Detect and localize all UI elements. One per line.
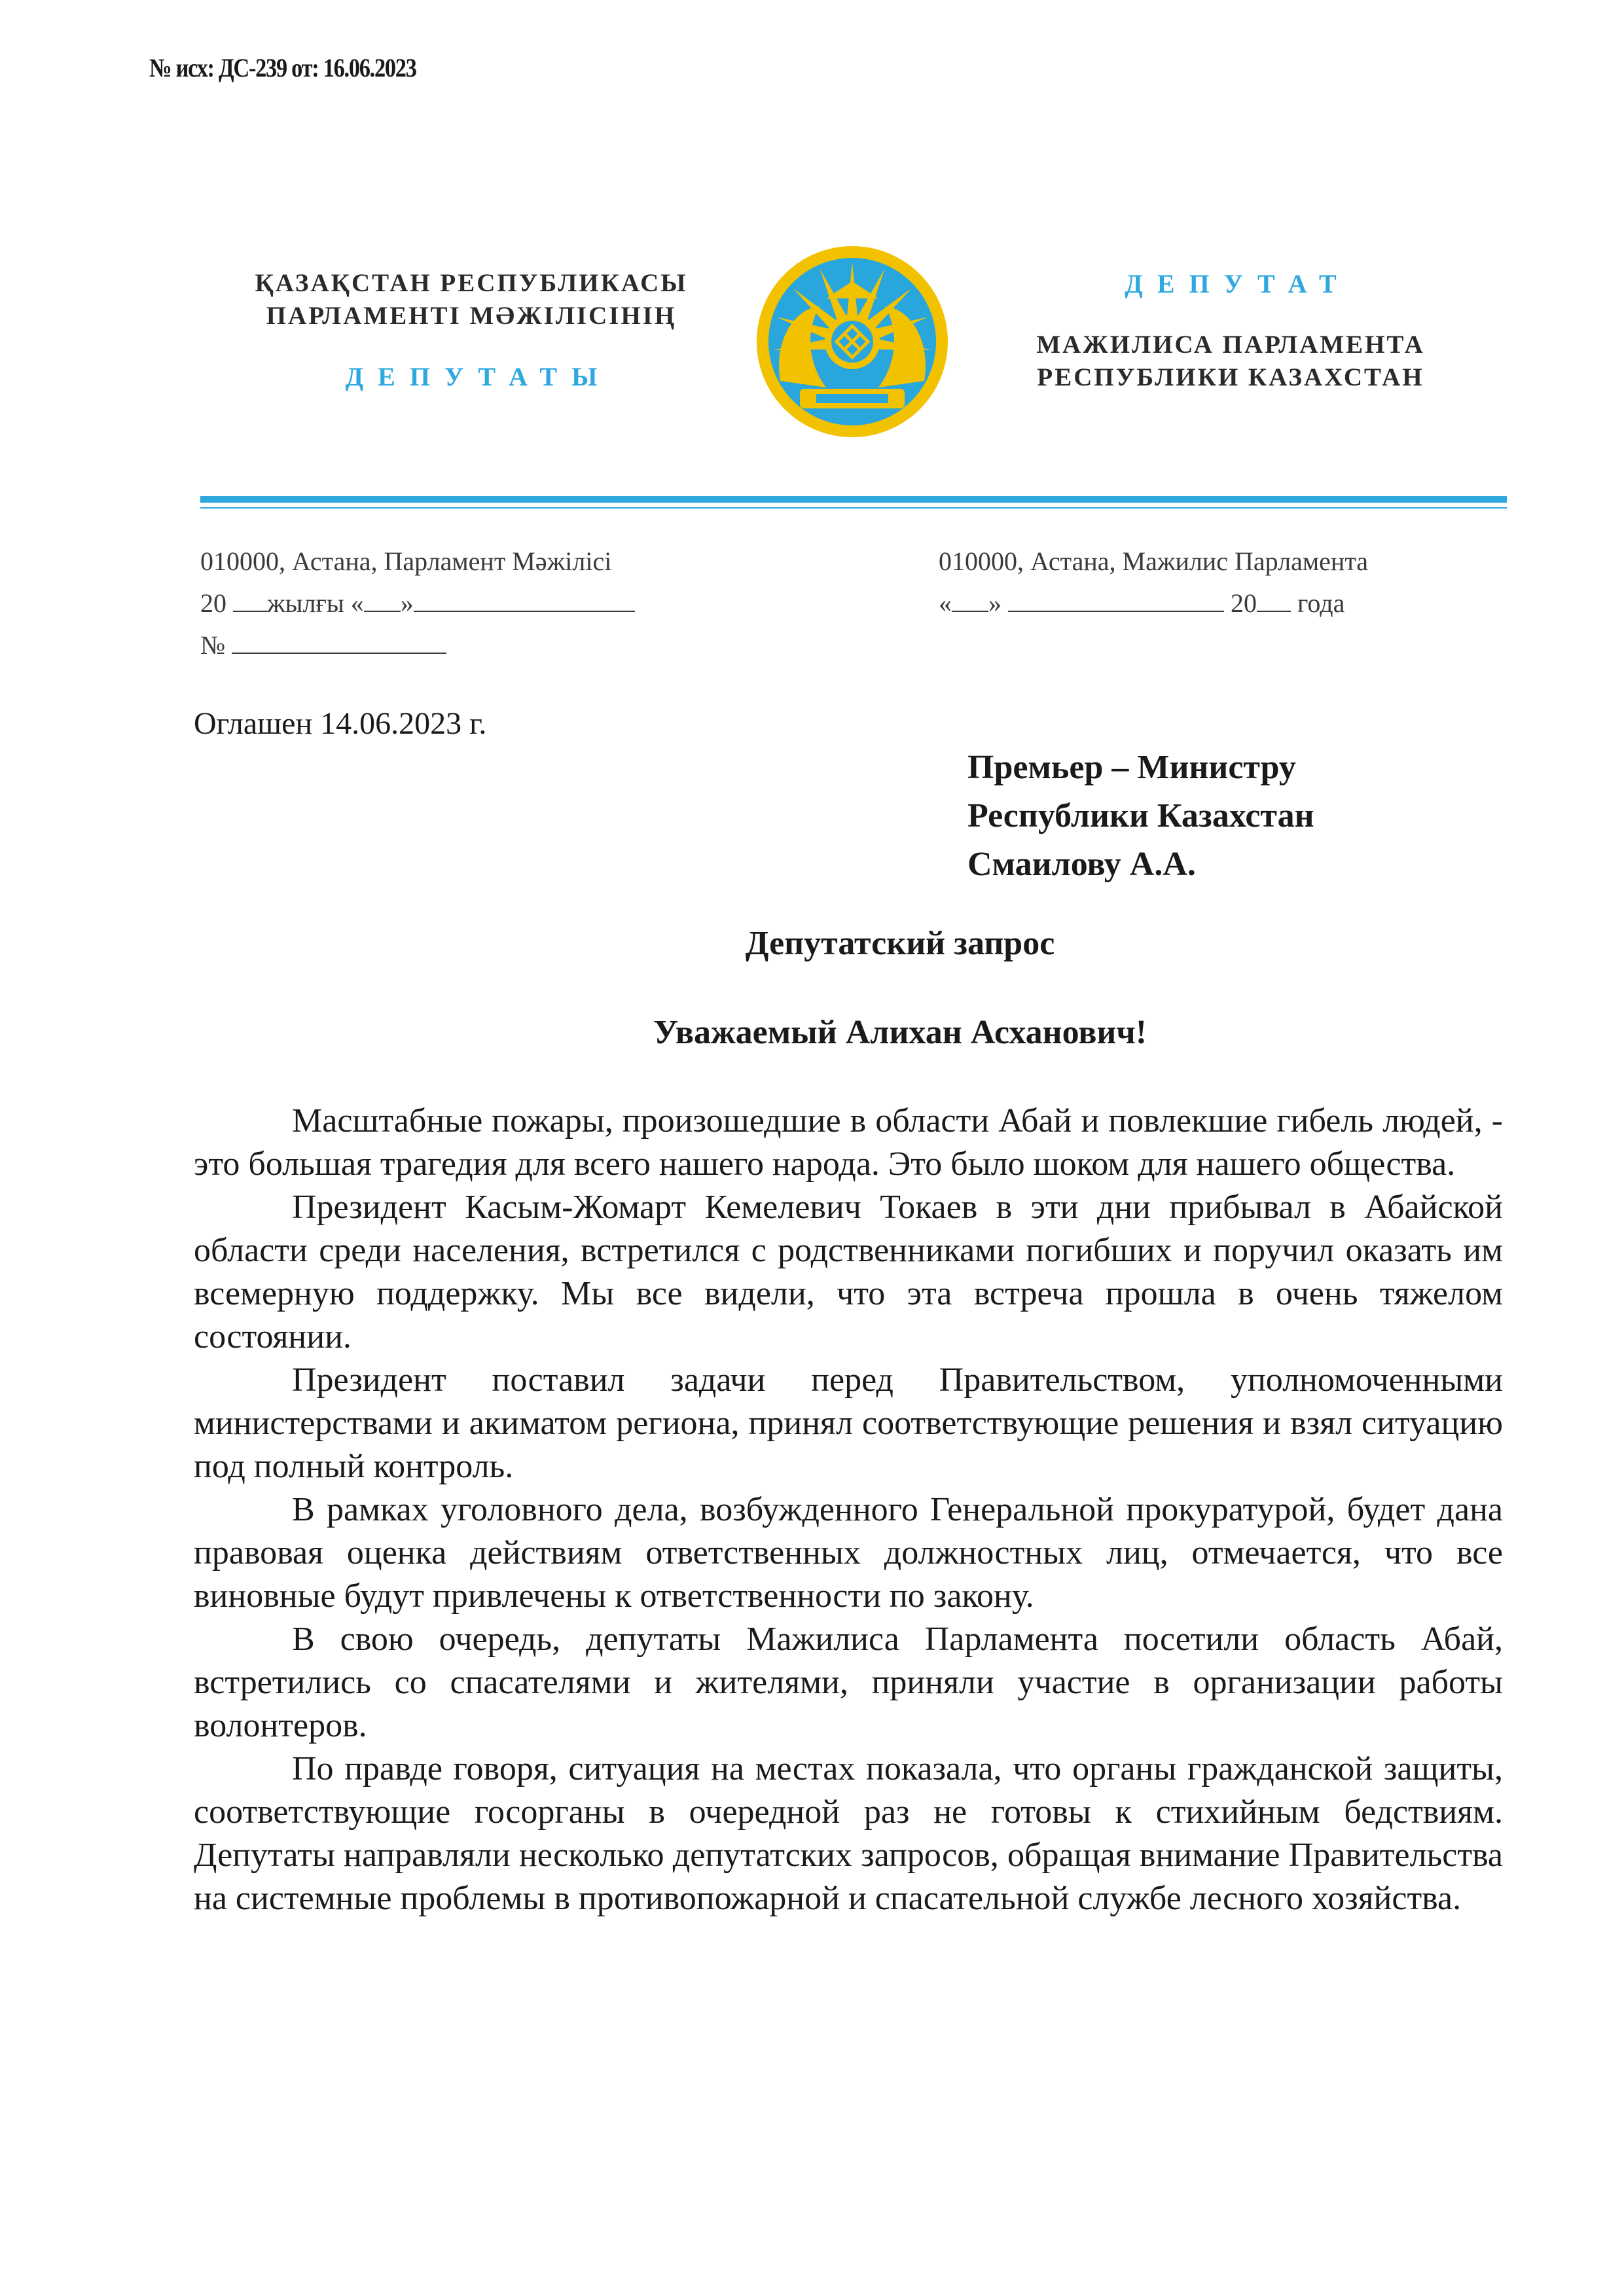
kazakhstan-emblem-icon <box>754 243 950 440</box>
addressee-line2: Республики Казахстан <box>967 797 1314 834</box>
date-open-quote: « <box>939 588 952 618</box>
address-block-right <box>939 541 1368 624</box>
address-left-date-line <box>200 583 635 624</box>
addressee-line3: Смаилову А.А. <box>967 846 1196 883</box>
date-close-quote-right: » <box>988 588 1001 618</box>
outgoing-reference: № исх: ДС-239 от: 16.06.2023 <box>149 53 416 82</box>
date-year-prefix-right: 20 <box>1231 588 1257 618</box>
letterhead-divider-thin <box>200 507 1507 509</box>
letter-body <box>194 1100 1503 1920</box>
address-right-date-line <box>939 583 1368 624</box>
announced-date: Оглашен 14.06.2023 г. <box>194 706 487 741</box>
letterhead-left <box>242 267 700 394</box>
address-left-line1: 010000, Астана, Парламент Мәжілісі <box>200 547 612 576</box>
letterhead-left-line2: ПАРЛАМЕНТІ МӘЖІЛІСІНІҢ <box>266 302 677 330</box>
body-paragraph: В свою очередь, депутаты Мажилиса Парламента посетили область Абай, встретились со спасателями и жителями, приняли участие в организации работы волонтеров. <box>194 1621 1503 1744</box>
date-mid-text: жылғы « <box>267 588 364 618</box>
address-left-number-line <box>200 624 635 666</box>
letterhead-right-line2: МАЖИЛИСА ПАРЛАМЕНТА <box>1036 331 1425 359</box>
body-paragraph: Президент Касым-Жомарт Кемелевич Токаев в эти дни прибывал в Абайской области среди населения, встретился с родственниками погибших и поручил оказать им всемерную поддержку. Мы все видели, что эта встреча прошла в очень тяжелом состоянии. <box>194 1189 1503 1355</box>
body-paragraph: По правде говоря, ситуация на местах показала, что органы гражданской защиты, соответствующие госорганы в очередной раз не готовы к стихийным бедствиям. Депутаты направляли несколько депутатских запросов, обращая внимание Правительства на системные проблемы в противопожарной и спасательной службе лесного хозяйства. <box>194 1750 1503 1917</box>
date-suffix: года <box>1297 588 1345 618</box>
body-paragraph: Президент поставил задачи перед Правительством, уполномоченными министерствами и акиматом региона, принял соответствующие решения и взял ситуацию под полный контроль. <box>194 1361 1503 1485</box>
body-paragraph: В рамках уголовного дела, возбужденного Генеральной прокуратурой, будет дана правовая оценка действиям ответственных должностных лиц, отмечается, что все виновные будут привлечены к ответственности по закону. <box>194 1491 1503 1615</box>
document-title: Депутатский запрос <box>745 925 1055 962</box>
letterhead-left-deputy: ДЕПУТАТЫ <box>345 362 612 391</box>
letterhead-left-line1: ҚАЗАҚСТАН РЕСПУБЛИКАСЫ <box>255 269 688 297</box>
address-block-left <box>200 541 635 666</box>
number-label: № <box>200 630 226 660</box>
letterhead-right <box>1021 267 1440 394</box>
addressee-block <box>967 744 1314 889</box>
addressee-line1: Премьер – Министру <box>967 749 1296 786</box>
letterhead-divider-thick <box>200 496 1507 503</box>
date-year-prefix: 20 <box>200 588 226 618</box>
date-close-quote: » <box>400 588 414 618</box>
letterhead-right-deputy: ДЕПУТАТ <box>1125 269 1351 298</box>
address-right-line1: 010000, Астана, Мажилис Парламента <box>939 547 1369 576</box>
body-paragraph: Масштабные пожары, произошедшие в области Абай и повлекшие гибель людей, - это большая трагедия для всего нашего народа. Это было шоком для нашего общества. <box>194 1102 1503 1183</box>
letterhead-right-line3: РЕСПУБЛИКИ КАЗАХСТАН <box>1037 363 1424 391</box>
salutation: Уважаемый Алихан Асханович! <box>653 1014 1147 1051</box>
